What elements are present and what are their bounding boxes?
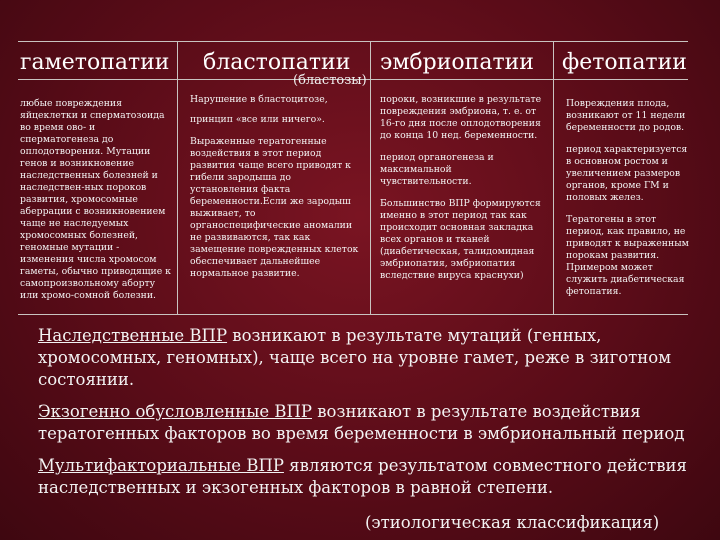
column-embryopathy [380, 94, 545, 292]
paragraph-exogenous-text: возникают в результате воздействия тератогенных факторов во время беременности в эмбриональный период [38, 402, 685, 443]
column-fetopathy [566, 98, 690, 308]
paragraph-multifactorial-text: являются результатом совместного действия наследственных и экзогенных факторов в равной степени. [38, 456, 687, 497]
header-fetopathy: фетопатии [562, 50, 687, 75]
fetopathy-text-2: период характеризуется в основном ростом и увеличением размеров органов, кроме ГМ и половых желез. [566, 144, 688, 203]
column-gametopathy [20, 98, 172, 312]
embryopathy-text-3: Большинство ВПР формируются именно в этот период так как происходит основная закладка всех органов и тканей (диабетическая, талидомидная эмбриопатия, эмбриопатия вследствие вируса краснухи) [380, 198, 541, 281]
footer-classification: (этиологическая классификация) [365, 513, 660, 532]
embryopathy-text-1: пороки, возникшие в результате повреждения эмбриона, т. е. от 16-го дня после оплодотворения до конца 10 нед. беременности. [380, 94, 542, 141]
blastopathy-text-3: Выраженные тератогенные воздействия в этот период развития чаще всего приводят к гибели зародыша до установления факта беременности.Если же зародыш выживает, то органоспецифические аномалии не развиваются, так как замещение поврежденных клеток обеспечивает дальнейшее нормальное развитие. [190, 136, 359, 279]
header-blastopathy-subtitle: (бластозы) [293, 73, 367, 88]
column-divider-2 [370, 41, 371, 314]
gametopathy-text: любые повреждения яйцеклетки и сперматозоида во время ово- и сперматогенеза до оплодотворения. Мутации генов и возникновение наследственных болезней и наследствен-ных пороков развития, хромосомные аберрации с возникновением чаще не наследуемых хромосомных болезней, геномные мутации - изменения числа хромосом гаметы, обычно приводящие к самопроизвольному аборту или хромо-сомной болезни. [20, 98, 171, 301]
column-blastopathy [190, 94, 360, 290]
fetopathy-text-3: Тератогены в этот период, как правило, не приводят к выраженным порокам развития. Примером может служить диабетическая фетопатия. [566, 214, 689, 297]
header-gametopathy: гаметопатии [20, 50, 170, 75]
term-hereditary: Наследственные ВПР [38, 326, 228, 345]
blastopathy-text-2: принцип «все или ничего». [190, 114, 325, 125]
column-divider-1 [177, 41, 178, 314]
header-embryopathy: эмбриопатии [380, 50, 534, 75]
paragraph-multifactorial [38, 455, 688, 499]
table-bottom-rule [18, 314, 688, 315]
blastopathy-text-1: Нарушение в бластоцитозе, [190, 94, 328, 105]
header-blastopathy: бластопатии [203, 50, 351, 75]
embryopathy-text-2: период органогенеза и максимальной чувствительности. [380, 152, 494, 187]
paragraph-hereditary [38, 325, 688, 391]
fetopathy-text-1: Повреждения плода, возникают от 11 недели беременности до родов. [566, 98, 686, 133]
term-exogenous: Экзогенно обусловленные ВПР [38, 402, 312, 421]
column-divider-3 [553, 41, 554, 314]
paragraph-hereditary-text: возникают в результате мутаций (генных, хромосомных, геномных), чаще всего на уровне гамет, реже в зиготном состоянии. [38, 326, 672, 389]
table-top-rule [18, 41, 688, 42]
term-multifactorial: Мультифакториальные ВПР [38, 456, 284, 475]
paragraph-exogenous [38, 401, 688, 445]
